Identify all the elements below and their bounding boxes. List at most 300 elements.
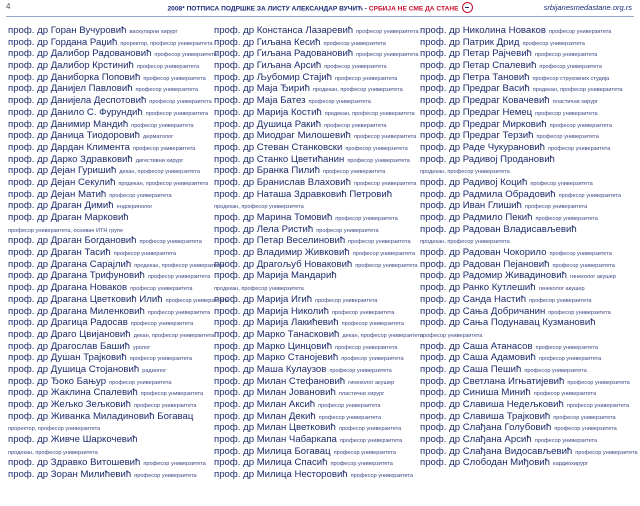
list-item: [214, 409, 414, 421]
signatory-title: професор универзитета: [140, 391, 204, 398]
list-item: [8, 268, 211, 282]
signatory-name: проф. др Драгана Сарајлић: [8, 258, 132, 270]
signatory-title: професор универзитета: [331, 309, 395, 316]
signatory-title: професор универзитета: [536, 134, 599, 141]
list-item: [8, 93, 212, 107]
signatory-title: професор универзитета: [534, 438, 598, 445]
signatory-name: проф. др Драгослав Башић: [8, 340, 130, 352]
list-item: [420, 397, 630, 410]
signatory-title: проректор, професор универзитета: [120, 40, 213, 47]
list-item: [8, 385, 208, 397]
signatory-name: проф. др Бранислав Влаховић: [214, 176, 351, 188]
signatory-title: професор универзитета: [131, 122, 194, 129]
list-item: [8, 339, 208, 351]
signatory-title: професор универзитета: [534, 52, 598, 59]
list-item: [214, 467, 414, 479]
signatory-name: проф. др Марија Мандарић: [214, 270, 337, 282]
signatory-name: проф. др Дејан Секулић: [8, 176, 116, 188]
signatory-name: проф. др Маша Кулаузов: [214, 363, 327, 375]
signatory-title: продекан, професор универзитета: [532, 87, 623, 94]
list-item: [420, 23, 620, 35]
list-item: [8, 420, 208, 432]
signatory-name: проф. др Петар Рајчевић: [420, 48, 532, 60]
signatory-title: професор универзитета: [333, 449, 396, 456]
signatory-title: професор универзитета: [535, 110, 598, 117]
signatory-name: проф. др Милан Аксић: [214, 399, 316, 410]
signatory-title: професор универзитета: [322, 169, 386, 176]
list-item: [8, 432, 208, 444]
signatory-title: професор универзитета: [533, 391, 597, 398]
signatory-name: проф. др Констанса Лазаревић: [214, 25, 354, 36]
list-item: [214, 187, 414, 199]
list-item: [8, 187, 208, 199]
signatory-title: професор универзитета: [522, 40, 585, 47]
signatory-title: дигестивни хирург: [135, 157, 184, 164]
signatory-name: проф. др Марија Игић: [214, 293, 313, 305]
signatory-title: професор универзитета: [549, 251, 612, 258]
list-item: [214, 362, 414, 374]
signatory-name: проф. др Живче Шаркочевић: [8, 434, 138, 446]
signatory-title: професор струковних студија: [532, 75, 610, 82]
header-divider: [6, 16, 634, 17]
list-item: [420, 70, 620, 82]
signatory-title: кардиохирург: [553, 461, 588, 468]
signatory-name: проф. др Гиљана Кесић: [214, 36, 321, 48]
signatory-name: проф. др Данило С. Фурундић: [8, 106, 143, 118]
list-item: [8, 152, 208, 164]
signatory-name: проф. др Љубомир Стајић: [214, 71, 332, 83]
list-item: [214, 432, 414, 444]
list-item: [8, 198, 208, 210]
list-item: [8, 374, 208, 386]
signatory-title: професор универзитета: [345, 145, 408, 152]
column-3: [420, 23, 638, 469]
signatory-name: проф. др Дејан Гуришић: [8, 165, 117, 177]
list-item: [420, 187, 620, 199]
header-title-main: 2008* ПОТПИСА ПОДРШКЕ ЗА ЛИСТУ АЛЕКСАНДАР ВУЧИЋ -: [167, 5, 369, 13]
signatory-name: проф. др Слободан Миђовић: [420, 457, 550, 469]
signatory-title: гинеколог акушер: [538, 286, 585, 293]
list-item: [8, 233, 208, 245]
list-item: [8, 467, 208, 479]
list-item: [214, 374, 414, 386]
signatory-title: професор универзитета: [143, 461, 206, 468]
list-item: [214, 105, 414, 117]
signatory-title: професор универзитета: [316, 227, 379, 234]
signatory-name: проф. др Даниборка Поповић: [8, 71, 141, 83]
list-item: [420, 128, 620, 140]
list-item: [214, 233, 414, 245]
signatory-name: проф. др Марко Станојевић: [214, 352, 339, 364]
list-item: [420, 257, 620, 269]
signatory-name: проф. др Гиљана Радовановић: [214, 48, 354, 60]
list-item: [8, 362, 208, 374]
list-item: [420, 350, 620, 362]
signatory-title: професор универзитета: [535, 344, 598, 351]
list-item: [214, 81, 414, 93]
signatory-title: ендокринолог: [116, 204, 153, 211]
signatory-name: проф. др Саша Атанасов: [420, 340, 533, 352]
list-item: [8, 444, 208, 456]
list-item: [8, 397, 208, 409]
signatory-title: професор универзитета: [323, 40, 386, 47]
signatory-name: проф. др Дејан Матић: [8, 188, 107, 200]
signatory-title: професор универзитета: [154, 52, 217, 59]
signatory-title: професор универзитета: [548, 145, 611, 152]
page-number: 4: [6, 2, 11, 11]
signatory-title: професор универзитета: [341, 321, 405, 328]
signatory-name: проф. др Драгана Цветковић Илић: [8, 293, 163, 305]
signatory-name: проф. др Данијела Деспотовић: [8, 95, 147, 107]
list-item: [214, 128, 417, 142]
signatory-name: проф. др Милан Декић: [214, 410, 316, 422]
list-item: [8, 81, 208, 93]
signatory-name: проф. др Ђоко Бањур: [8, 375, 107, 387]
signatory-title: професор универзитета: [353, 180, 417, 187]
list-item: [420, 105, 620, 117]
signatory-title: професор универзитета: [539, 64, 602, 71]
list-item: [214, 222, 414, 234]
list-item: [8, 350, 208, 362]
signatory-name: проф. др Марија Николић: [214, 305, 329, 317]
signatory-title: професор универзитета: [548, 309, 611, 316]
signatory-name: проф. др Николина Новаков: [420, 25, 546, 36]
list-item: [8, 315, 208, 327]
signatory-title: професор универзитета: [165, 297, 228, 304]
signatory-title: професор универзитета: [129, 356, 193, 363]
signatory-title: професор универзитета: [535, 216, 598, 222]
signatories-list: [8, 23, 638, 506]
website-link[interactable]: srbijanesmedastane.org.rs: [543, 3, 632, 12]
list-item: [8, 304, 211, 317]
signatory-name: проф. др Дарко Здравковић: [8, 153, 133, 165]
signatory-title: декан, професор универзитета: [133, 332, 215, 339]
signatory-name: проф. др Дардан Климента: [8, 141, 130, 153]
signatory-name: проф. др Саша Пешић: [420, 363, 522, 375]
signatory-title: професор универзитета: [347, 157, 410, 164]
list-item: [420, 152, 620, 164]
signatory-title: професор универзитета: [524, 204, 588, 211]
list-item: [420, 292, 620, 304]
signatory-name: проф. др Радован Пејановић: [420, 258, 550, 270]
signatory-name: проф. др Светлана Игњатијевић: [420, 375, 565, 387]
page-header: [0, 0, 640, 18]
signatory-title: професор универзитета: [353, 134, 417, 141]
list-item: [420, 117, 620, 129]
signatory-title-continued: професор универзитета, оснивач ИТН групе: [8, 227, 124, 234]
list-item: [214, 163, 414, 175]
signatory-title: декан, професор универзитета: [342, 332, 424, 339]
signatory-name: проф. др Драган Тасић: [8, 247, 111, 259]
signatory-title-continued: проректор, професор универзитета: [8, 426, 101, 433]
signatory-name: проф. др Славиша Трајковић: [420, 410, 551, 422]
signatory-name: проф. др Радивој Коцић: [420, 176, 528, 188]
signatory-name: проф. др Марина Томовић: [214, 212, 333, 223]
signatory-title-continued: професор универзитета: [420, 332, 483, 339]
signatory-name: проф. др Саша Адамовић: [420, 352, 536, 364]
signatory-name: проф. др Слађана Голубовић: [420, 422, 552, 434]
signatory-title: професор универзитета: [149, 99, 212, 106]
signatory-name: проф. др Данимир Мандић: [8, 118, 129, 130]
signatory-title: професор универзитета: [139, 239, 202, 246]
list-item: [420, 175, 620, 187]
signatory-title: професор универзитета: [147, 274, 211, 281]
signatory-title: професор универзитета: [355, 262, 418, 269]
signatory-name: проф. др Милан Цветковић: [214, 422, 336, 434]
list-item: [420, 81, 623, 95]
list-item: [8, 245, 208, 257]
list-item: [214, 257, 418, 270]
list-item: [8, 175, 208, 187]
signatory-title: професор универзитета: [530, 180, 593, 187]
list-item: [214, 327, 424, 340]
list-item: [214, 58, 414, 70]
signatory-title: радиолог: [142, 367, 167, 374]
column-1: [8, 23, 228, 481]
list-item: [8, 105, 208, 117]
signatory-title: професор универзитета: [143, 75, 206, 82]
signatory-title: професор универзитета: [356, 29, 419, 35]
signatory-name: проф. др Славиша Недељковић: [420, 399, 564, 410]
signatory-name: проф. др Сања Подунавац Кузмановић: [420, 317, 596, 329]
list-item: [8, 117, 208, 129]
signatory-name: проф. др Предраг Ковачевић: [420, 95, 550, 107]
signatory-title: професор универзитета: [575, 449, 638, 456]
list-item: [420, 233, 620, 245]
list-item: [420, 362, 620, 374]
party-logo-icon: [462, 2, 473, 13]
signatory-title: професор универзитета: [330, 461, 393, 468]
signatory-title: професор универзитета: [552, 262, 615, 269]
signatory-title: продекан, професор универзитета: [118, 180, 209, 187]
signatory-title: професор универзитета: [352, 251, 416, 258]
signatory-title: професор универзитета: [356, 52, 419, 59]
signatory-title: дерматолог: [143, 134, 174, 141]
list-item: [214, 46, 419, 60]
list-item: [214, 140, 414, 152]
signatory-name: проф. др Петра Тановић: [420, 71, 530, 83]
signatory-name: проф. др Драган Димић: [8, 200, 114, 212]
signatory-title: професор универзитета: [324, 122, 387, 129]
signatory-name: проф. др Милица Спасић: [214, 457, 328, 469]
signatory-name: проф. др Горан Вучуровић: [8, 25, 127, 36]
list-item: [8, 35, 213, 48]
list-item: [8, 58, 208, 70]
signatory-name: проф. др Данијел Павловић: [8, 83, 133, 95]
signatory-name: проф. др Сања Добричанин: [420, 305, 546, 317]
signatory-name: проф. др Радован Владисављевић: [420, 223, 577, 235]
signatory-name: проф. др Патрик Дрид: [420, 36, 520, 48]
list-item: [214, 175, 417, 188]
list-item: [214, 35, 414, 47]
list-item: [420, 304, 620, 316]
signatory-name: проф. др Миодраг Милошевић: [214, 130, 351, 142]
signatory-name: проф. др Бранка Пилић: [214, 165, 320, 177]
signatory-name: проф. др Жељко Зељковић: [8, 399, 132, 410]
list-item: [214, 152, 414, 164]
signatory-title: продекан, професор универзитета: [134, 262, 225, 269]
signatory-title: гинеколог акушер: [569, 274, 616, 281]
list-item: [214, 315, 414, 327]
list-item: [420, 163, 620, 175]
signatory-title: професор универзитета: [318, 403, 381, 409]
signatory-title: професор универзитета: [113, 251, 177, 258]
signatory-name: проф. др Милица Богавац: [214, 445, 331, 457]
signatory-title: професор универзитета: [318, 414, 382, 421]
signatory-name: проф. др Жаклина Спалевић: [8, 387, 138, 399]
signatory-name: проф. др Живанка Миладиновић Богавац: [8, 410, 194, 422]
signatory-name: проф. др Драгана Миленковић: [8, 305, 145, 317]
list-item: [214, 304, 414, 316]
signatory-name: проф. др Марко Танасковић: [214, 328, 340, 340]
signatory-name: проф. др Петар Веселиновић: [214, 235, 346, 247]
signatory-title: професор универзитета: [566, 403, 630, 409]
signatory-title: професор универзитета: [529, 297, 592, 304]
signatory-name: проф. др Владимир Живковић: [214, 247, 350, 259]
list-item: [214, 198, 414, 210]
signatory-title: професор универзитета: [339, 438, 403, 445]
signatory-title: професор универзитета: [549, 122, 613, 129]
signatory-title: професор универзитета: [134, 473, 197, 480]
list-item: [420, 444, 638, 457]
signatory-title: професор универзитета: [538, 356, 602, 363]
list-item: [8, 210, 208, 222]
signatory-name: проф. др Гиљана Арсић: [214, 60, 322, 72]
signatory-title: професор универзитета: [130, 321, 194, 328]
signatory-title: професор универзитета: [341, 356, 404, 363]
signatory-name: проф. др Марија Костић: [214, 106, 322, 118]
list-item: [214, 245, 414, 257]
signatory-title: професор универзитета: [338, 426, 402, 433]
list-item: [420, 140, 620, 152]
list-item: [8, 257, 225, 270]
signatory-title: професор универзитета: [549, 29, 612, 35]
signatory-title: професор универзитета: [324, 64, 387, 71]
signatory-title: професор универзитета: [558, 192, 622, 199]
signatory-name: проф. др Маја Ђирић: [214, 83, 310, 95]
signatory-title: професор универзитета: [335, 344, 398, 351]
signatory-name: проф. др Драгица Радосав: [8, 317, 128, 329]
signatory-name: проф. др Гордана Раџић: [8, 36, 118, 48]
signatory-title: професор универзитета: [132, 145, 196, 152]
list-item: [214, 397, 414, 409]
list-item: [420, 339, 620, 351]
list-item: [214, 23, 419, 36]
list-item: [420, 315, 620, 327]
signatory-name: проф. др Санда Настић: [420, 293, 527, 305]
signatory-title: васкуларни хирург: [129, 29, 178, 35]
signatory-name: проф. др Наташа Здравковић Петровић: [214, 188, 393, 200]
list-item: [214, 339, 414, 351]
signatory-title: продекан, професор универзитета: [324, 110, 415, 117]
signatory-title: декан, професор универзитета: [119, 169, 200, 176]
signatory-name: проф. др Драгана Трифуновић: [8, 270, 145, 282]
signatory-title: професор универзитета: [136, 64, 200, 71]
signatory-title: професор универзитета: [335, 216, 398, 222]
signatory-name: проф. др Милан Стефановић: [214, 375, 346, 387]
list-item: [420, 46, 620, 58]
signatory-name: проф. др Драган Богдановић: [8, 235, 137, 247]
list-item: [8, 46, 217, 60]
signatory-name: проф. др Драган Марковић: [8, 212, 129, 223]
list-item: [420, 327, 620, 339]
list-item: [214, 210, 414, 222]
column-2: [214, 23, 424, 481]
header-slogan: СРБИЈА НЕ СМЕ ДА СТАНЕ: [368, 5, 459, 13]
signatory-name: проф. др Раде Чукурановић: [420, 141, 545, 153]
signatory-name: проф. др Милица Несторовић: [214, 469, 348, 481]
signatory-title-continued: продекан, професор универзитета: [8, 449, 98, 456]
signatory-name: проф. др Далибор Крстинић: [8, 60, 134, 72]
list-item: [214, 268, 414, 280]
signatory-name: проф. др Иван Глишић: [420, 200, 522, 212]
list-item: [8, 128, 208, 140]
signatory-name: проф. др Лела Ристић: [214, 223, 314, 235]
signatory-name: проф. др Даница Тиодоровић: [8, 130, 140, 142]
signatory-title: професор универзитета: [315, 297, 378, 304]
signatory-title: продекан, професор универзитета: [312, 87, 403, 94]
signatory-name: проф. др Радомир Живадиновић: [420, 270, 567, 282]
signatory-name: проф. др Драгољуб Новаковић: [214, 258, 353, 270]
signatory-name: проф. др Марија Лакићевић: [214, 317, 339, 329]
list-item: [420, 222, 620, 234]
signatory-name: проф. др Драгана Новаков: [8, 282, 128, 294]
signatory-name: проф. др Предраг Терзић: [420, 130, 534, 142]
list-item: [214, 385, 414, 397]
list-item: [420, 280, 620, 292]
list-item: [8, 280, 208, 292]
list-item: [420, 93, 620, 105]
signatory-name: проф. др Зоран Милићевић: [8, 469, 132, 481]
signatory-name: проф. др Радован Чокорило: [420, 247, 547, 259]
signatory-name: проф. др Душица Ракић: [214, 118, 322, 130]
list-item: [214, 292, 414, 304]
list-item: [420, 35, 620, 47]
signatory-title: професор универзитета: [130, 286, 193, 293]
signatory-name: проф. др Душица Стојановић: [8, 363, 140, 375]
list-item: [214, 444, 414, 456]
signatory-title: професор универзитета: [350, 473, 414, 480]
signatory-name: проф. др Синиша Минић: [420, 387, 531, 399]
signatory-name: проф. др Радмила Обрадовић: [420, 188, 556, 200]
signatory-title: професор универзитета: [553, 414, 616, 421]
list-item: [420, 58, 620, 70]
list-item: [8, 292, 228, 305]
signatory-name: проф. др Станко Цветићанин: [214, 153, 345, 165]
signatory-name: проф. др Стеван Станковски: [214, 141, 343, 153]
signatory-name: проф. др Предраг Мирковић: [420, 118, 547, 130]
signatory-title-continued: продекан, професор универзитета: [214, 204, 304, 211]
signatory-name: проф. др Милан Јовановић: [214, 387, 336, 399]
signatory-name: проф. др Предраг Васић: [420, 83, 530, 95]
signatory-title: професор универзитета: [308, 99, 371, 106]
signatory-name: проф. др Драго Цвијановић: [8, 328, 131, 340]
signatory-title-continued: продекан, професор универзитета: [420, 169, 510, 176]
signatory-title: професор универзитета: [567, 379, 630, 386]
signatory-title: професор универзитета: [554, 426, 617, 433]
signatory-name: проф. др Петар Спалевић: [420, 60, 537, 72]
list-item: [214, 455, 414, 467]
list-item: [420, 385, 620, 397]
list-item: [420, 245, 620, 257]
signatory-name: проф. др Предраг Немец: [420, 106, 533, 118]
signatory-name: проф. др Радивој Продановић: [420, 153, 555, 165]
signatory-name: проф. др Радмило Пекић: [420, 212, 533, 223]
list-item: [420, 374, 630, 387]
signatory-title: гинеколог акушер: [348, 379, 395, 386]
list-item: [214, 280, 414, 292]
list-item: [8, 163, 208, 175]
